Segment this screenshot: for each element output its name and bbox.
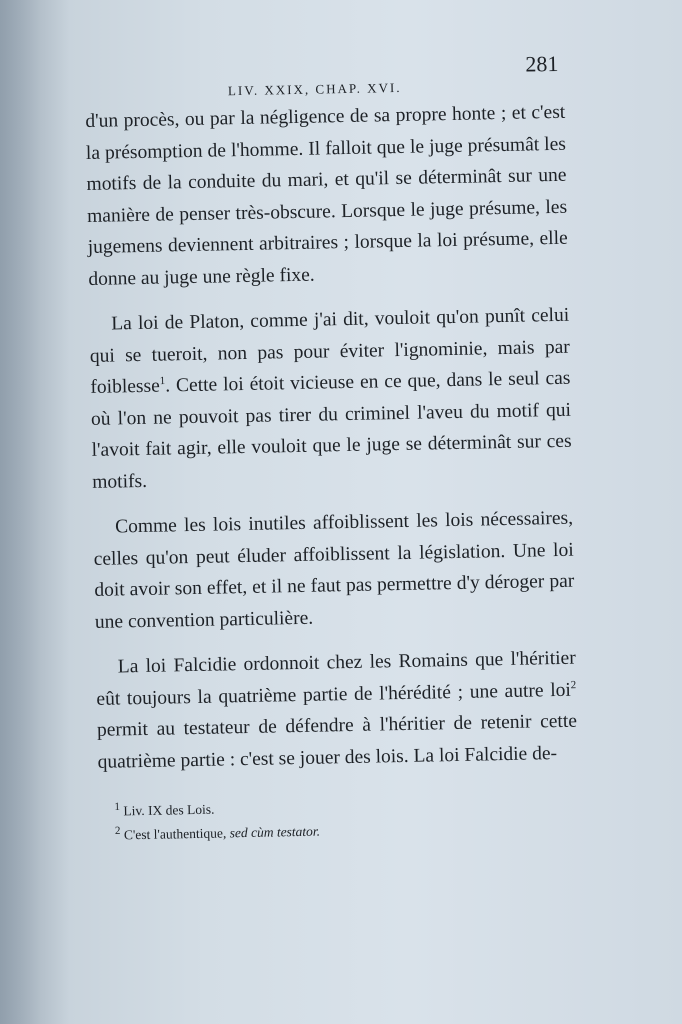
page-number: 281 <box>525 50 559 77</box>
footnote-ref-2[interactable]: 2 <box>570 678 577 691</box>
paragraph-1: d'un procès, ou par la négligence de sa propre honte ; et c'est la présomption de l'homme. Il falloit que le juge présumât les motifs de la conduite du mari, et qu'il se déterminât sur une manière de penser très-obscure. Lorsque le juge présume, les jugemens deviennent arbitraires ; lorsque la loi présume, elle donne au juge une règle fixe. <box>85 101 568 290</box>
body-text <box>85 97 578 778</box>
paragraph-2-text-b: . Cette loi étoit vicieuse en ce que, dans le seul cas où l'on ne pouvoit pas tirer du criminel l'aveu du motif qui l'avoit fait agir, elle vouloit que le juge se déterminât sur ces motifs. <box>90 367 572 493</box>
footnote-2-italic: sed cùm testator. <box>229 823 321 841</box>
footnotes <box>98 791 579 848</box>
running-head: LIV. XXIX, CHAP. XVI. <box>227 79 402 99</box>
book-page <box>84 43 579 848</box>
footnote-mark-1: 1 <box>114 800 121 814</box>
footnote-mark-2: 2 <box>114 824 121 838</box>
footnote-1-text: Liv. IX des Lois. <box>123 801 215 819</box>
paragraph-2-text-a: La loi de Platon, comme j'ai dit, vouloit qu'on punît celui qui se tueroit, non pas pour éviter l'ignominie, mais par foiblesse <box>89 304 570 398</box>
spine-shadow <box>0 0 70 1024</box>
paragraph-4-text-b: permit au testateur de défendre à l'héritier de retenir cette quatrième partie : c'est se jouer des lois. La loi Falcidie de- <box>96 710 578 773</box>
paragraph-2 <box>89 300 573 498</box>
footnote-ref-1[interactable]: 1 <box>159 375 166 388</box>
paragraph-4-text-a: La loi Falcidie ordonnoit chez les Romains que l'héritier eût toujours la quatrième partie de l'hérédité ; une autre loi <box>96 647 576 710</box>
footnote-2-text: C'est l'authentique, <box>123 825 230 843</box>
paragraph-3: Comme les lois inutiles affoiblissent les lois nécessaires, celles qu'on peut éluder affoiblissent la législation. Une loi doit avoir son effet, et il ne faut pas permettre d'y déroger par une convention particulière. <box>93 507 575 633</box>
paragraph-4 <box>96 643 578 778</box>
